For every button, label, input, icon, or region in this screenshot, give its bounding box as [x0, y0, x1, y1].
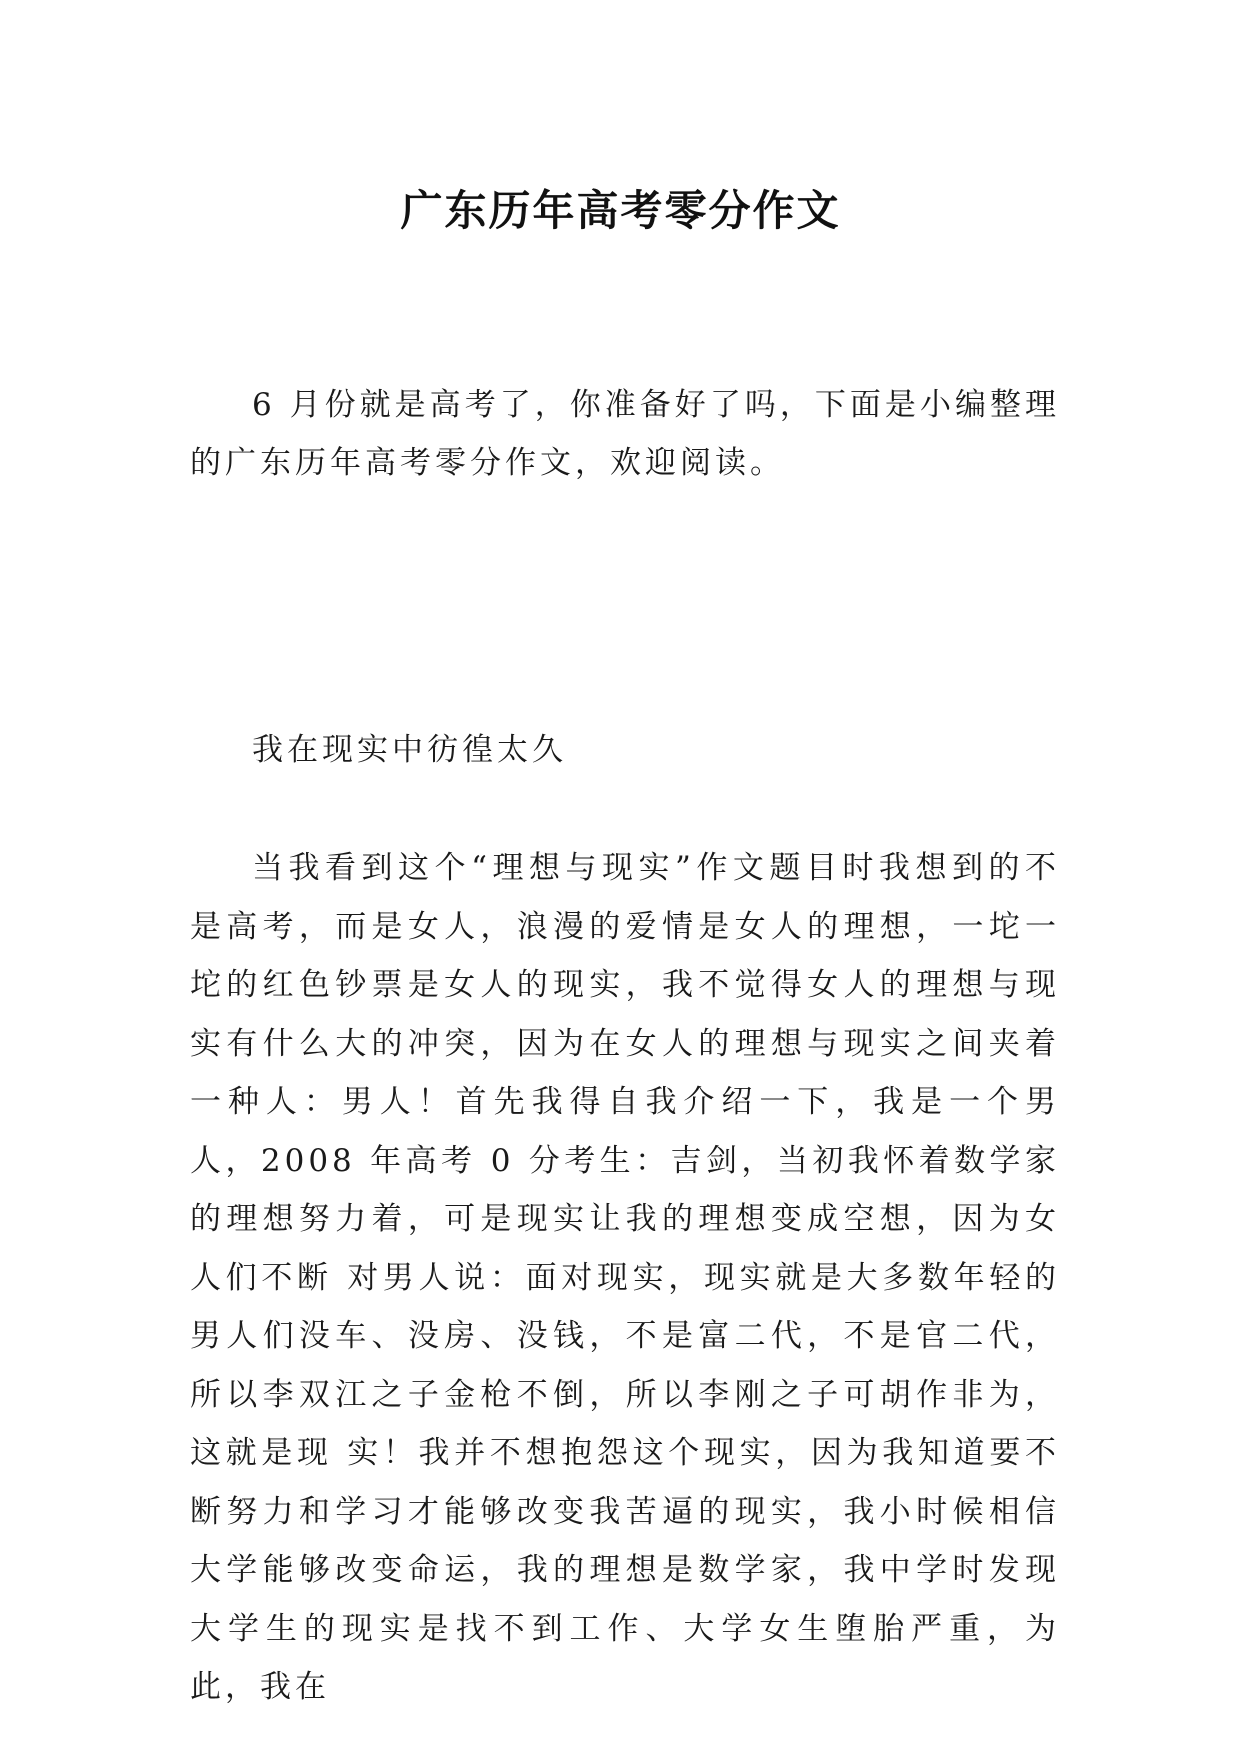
essay-body-paragraph: 当我看到这个“理想与现实”作文题目时我想到的不是高考，而是女人，浪漫的爱情是女人的理想，一坨一坨的红色钞票是女人的现实，我不觉得女人的理想与现实有什么大的冲突，因为在女人的理想与现实之间夹着一种人：男人！首先我得自我介绍一下，我是一个男人，2008 年高考 0 分考生：吉剑，当初我怀着数学家的理想努力着，可是现实让我的理想变成空想，因为女人们不断 对男人说：面对现实，现实就是大多数年轻的男人们没车、没房、没钱，不是富二代，不是官二代，所以李双江之子金枪不倒，所以李刚之子可胡作非为，这就是现 实！我并不想抱怨这个现实，因为我知道要不断努力和学习才能够改变我苦逼的现实，我小时候相信大学能够改变命运，我的理想是数学家，我中学时发现大学生的现实是找不到工作、大学女生堕胎严重，为此，我在 — [190, 850, 1060, 1705]
essay-title: 我在现实中彷徨太久 — [252, 732, 567, 768]
intro-paragraph: 6 月份就是高考了，你准备好了吗，下面是小编整理的广东历年高考零分作文，欢迎阅读。 — [190, 387, 1060, 481]
document-title: 广东历年高考零分作文 — [400, 186, 841, 236]
